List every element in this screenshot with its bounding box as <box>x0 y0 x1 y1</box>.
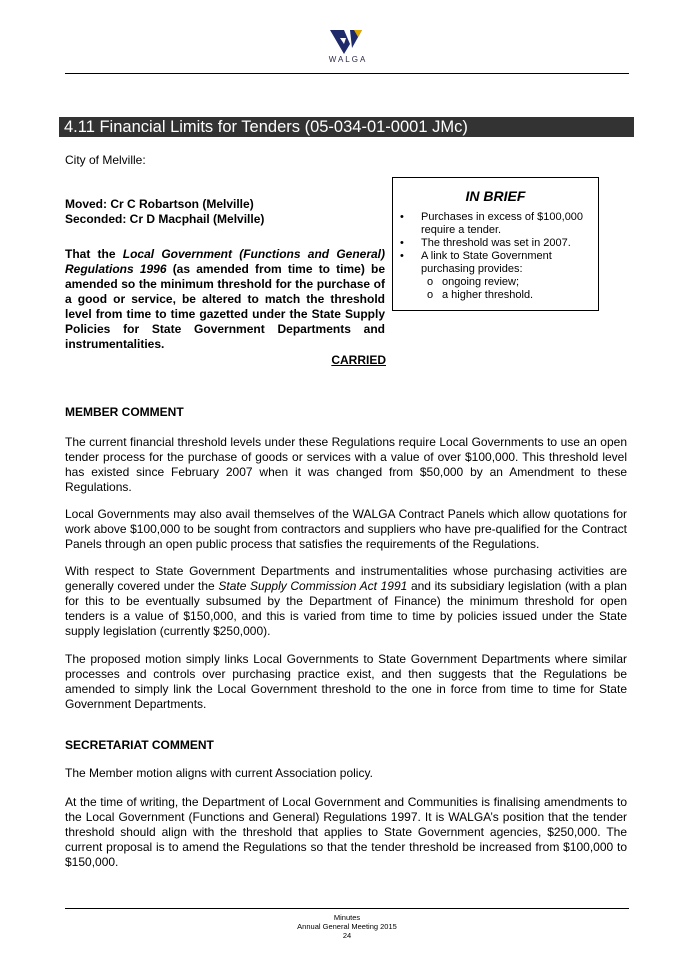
logo-wordmark: WALGA <box>328 55 368 64</box>
act-title: State Supply Commission Act 1991 <box>218 579 408 593</box>
resolution-part2: (as amended from time to time) be amended so the minimum threshold for the purchase of a good or service, be altered to match the threshold level from time to time gazetted under the State Supply Policies for State Government Departments and instrumentalities. <box>65 262 386 351</box>
motion-movers <box>65 197 385 227</box>
member-comment-paragraph: Local Governments may also avail themselves of the WALGA Contract Panels which allow quotations for work above $100,000 to be sought from contractors and suppliers who have pre-qualified for the Contract Panels through an open public process that satisfies the requirements of the Regulations. <box>65 507 627 551</box>
in-brief-title: IN BRIEF <box>465 188 526 204</box>
secretariat-comment-paragraph: At the time of writing, the Department of Local Government and Communities is finalising amendments to the Local Government (Functions and General) Regulations 1997. It is WALGA’s position that the tender threshold should align with the threshold that applies to State Government agencies, $250,000. The current proposal is to amend the Regulations so that the tender threshold be increased from $100,000 to $150,000. <box>65 795 627 869</box>
list-item: • The threshold was set in 2007. <box>400 237 571 249</box>
resolution-text <box>65 247 385 352</box>
header-divider <box>65 73 629 74</box>
page-number: 24 <box>342 931 352 940</box>
in-brief-list <box>400 211 595 302</box>
sub-list-item: o a higher threshold. <box>427 289 534 301</box>
resolution-part1: That the <box>65 247 123 261</box>
list-item: • Purchases in excess of $100,000 require a tender. <box>400 211 584 236</box>
carried-label: CARRIED <box>331 353 386 367</box>
list-item: • A link to State Government purchasing provides: <box>400 250 552 275</box>
seconded-by: Seconded: Cr D Macphail (Melville) <box>65 212 265 226</box>
member-comment-paragraph: The current financial threshold levels under these Regulations require Local Governments to use an open tender process for the purchase of goods or services with a value of over $100,000. This threshold level has existed since February 2007 when it was changed from $50,000 by an Amendment to these Regulations. <box>65 435 627 494</box>
council-name: City of Melville: <box>65 153 146 167</box>
circle-bullet-icon: o <box>427 289 434 301</box>
moved-by: Moved: Cr C Robartson (Melville) <box>65 197 254 211</box>
footer-meeting: Annual General Meeting 2015 <box>297 922 397 931</box>
bullet-icon: • <box>400 237 404 249</box>
circle-bullet-icon: o <box>427 276 434 288</box>
member-comment-paragraph: With respect to State Government Departments and instrumentalities whose purchasing activities are generally covered under the State Supply Commission Act 1991 and its subsidiary legislation (with a plan for this to be eventually subsumed by the Department of Finance) the minimum threshold for open tenders is a value of $150,000, and this is varied from time to time by policies issued under the State supply legislation (currently $250,000). <box>65 564 627 638</box>
section-heading: 4.11 Financial Limits for Tenders (05-034-01-0001 JMc) <box>64 118 468 136</box>
regulation-title: Local Government (Functions and General) Regulations 1996 <box>65 247 385 276</box>
bullet-icon: • <box>400 211 404 223</box>
secretariat-comment-paragraph: The Member motion aligns with current Association policy. <box>65 766 373 780</box>
member-comment-paragraph: The proposed motion simply links Local Governments to State Government Departments where similar processes and controls over purchasing practice exist, and then suggests that the Regulations be amended to simply link the Local Government threshold to the one in force from time to time for State Government Departments. <box>65 652 627 711</box>
secretariat-comment-heading: SECRETARIAT COMMENT <box>65 738 214 752</box>
footer-title: Minutes <box>333 913 361 922</box>
member-comment-heading: MEMBER COMMENT <box>65 405 184 419</box>
bullet-icon: • <box>400 250 404 262</box>
sub-list-item: o ongoing review; <box>427 276 520 288</box>
footer-divider <box>65 908 629 909</box>
